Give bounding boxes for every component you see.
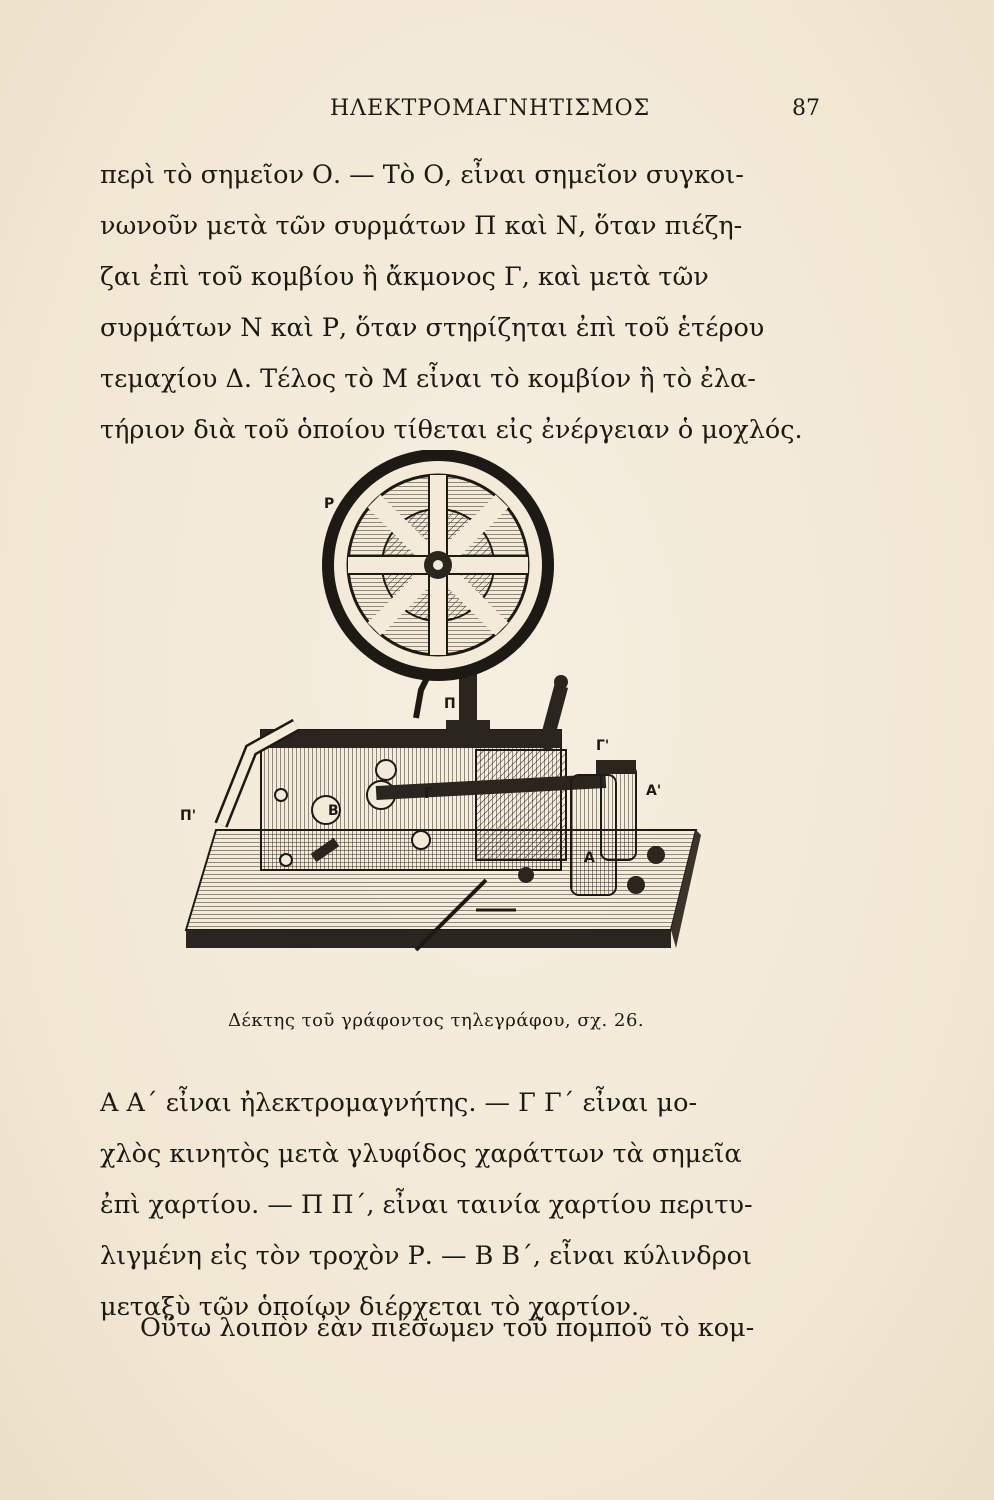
mechanism-body — [261, 730, 566, 870]
running-head: ΗΛΕΚΤΡΟΜΑΓΝΗΤΙΣΜΟΣ — [330, 96, 651, 121]
text-line: Α Α΄ εἶναι ἠλεκτρομαγνήτης. — Γ Γ΄ εἶναι μο- — [100, 1088, 698, 1118]
paragraph-3 — [100, 1303, 820, 1354]
engraving-svg — [176, 450, 706, 980]
label-Gamma: Γ — [424, 786, 433, 802]
figure-caption: Δέκτης τοῦ γράφοντος τηλεγράφου, σχ. 26. — [228, 1010, 645, 1031]
label-B: B — [328, 803, 339, 819]
telegraph-receiver-illustration — [176, 450, 706, 980]
text-line: ἐπὶ χαρτίου. — Π Π΄, εἶναι ταινία χαρτίου περιτυ- — [100, 1190, 753, 1220]
label-A-prime: Α' — [646, 783, 662, 799]
text-line: μεταξὺ τῶν ὁποίων διέρχεται τὸ χαρτίον. — [100, 1292, 640, 1322]
label-Pi: Π — [444, 696, 456, 712]
paragraph-2 — [100, 1078, 820, 1333]
text-line: ζαι ἐπὶ τοῦ κομβίου ἢ ἄκμονος Γ, καὶ μετὰ τῶν — [100, 262, 709, 292]
page-header — [100, 96, 820, 130]
label-Gamma-prime: Γ' — [596, 738, 610, 754]
text-line: χλὸς κινητὸς μετὰ γλυφίδος χαράττων τὰ σημεῖα — [100, 1139, 742, 1169]
text-line: Οὕτω λοιπὸν ἐὰν πιέσωμεν τοῦ πομποῦ τὸ κομ- — [140, 1313, 755, 1343]
text-line: περὶ τὸ σημεῖον Ο. — Τὸ Ο, εἶναι σημεῖον συγκοι- — [100, 160, 744, 190]
text-line: συρμάτων Ν καὶ Ρ, ὅταν στηρίζηται ἐπὶ τοῦ ἑτέρου — [100, 313, 765, 343]
text-line: λιγμένη εἰς τὸν τροχὸν Ρ. — Β Β΄, εἶναι κύλινδροι — [100, 1241, 752, 1271]
paper-wheel — [328, 455, 548, 675]
paragraph-1 — [100, 150, 820, 456]
text-line: νωνοῦν μετὰ τῶν συρμάτων Π καὶ Ν, ὅταν πιέζη- — [100, 211, 743, 241]
text-line: τεμαχίου Δ. Τέλος τὸ Μ εἶναι τὸ κομβίον ἢ τὸ ἐλα- — [100, 364, 756, 394]
label-P: P — [324, 496, 335, 512]
label-A: Α — [584, 850, 595, 866]
text-line: τήριον διὰ τοῦ ὁποίου τίθεται εἰς ἐνέργειαν ὁ μοχλός. — [100, 415, 803, 445]
label-Pi-prime: Π' — [180, 808, 197, 824]
page-number: 87 — [792, 96, 820, 121]
